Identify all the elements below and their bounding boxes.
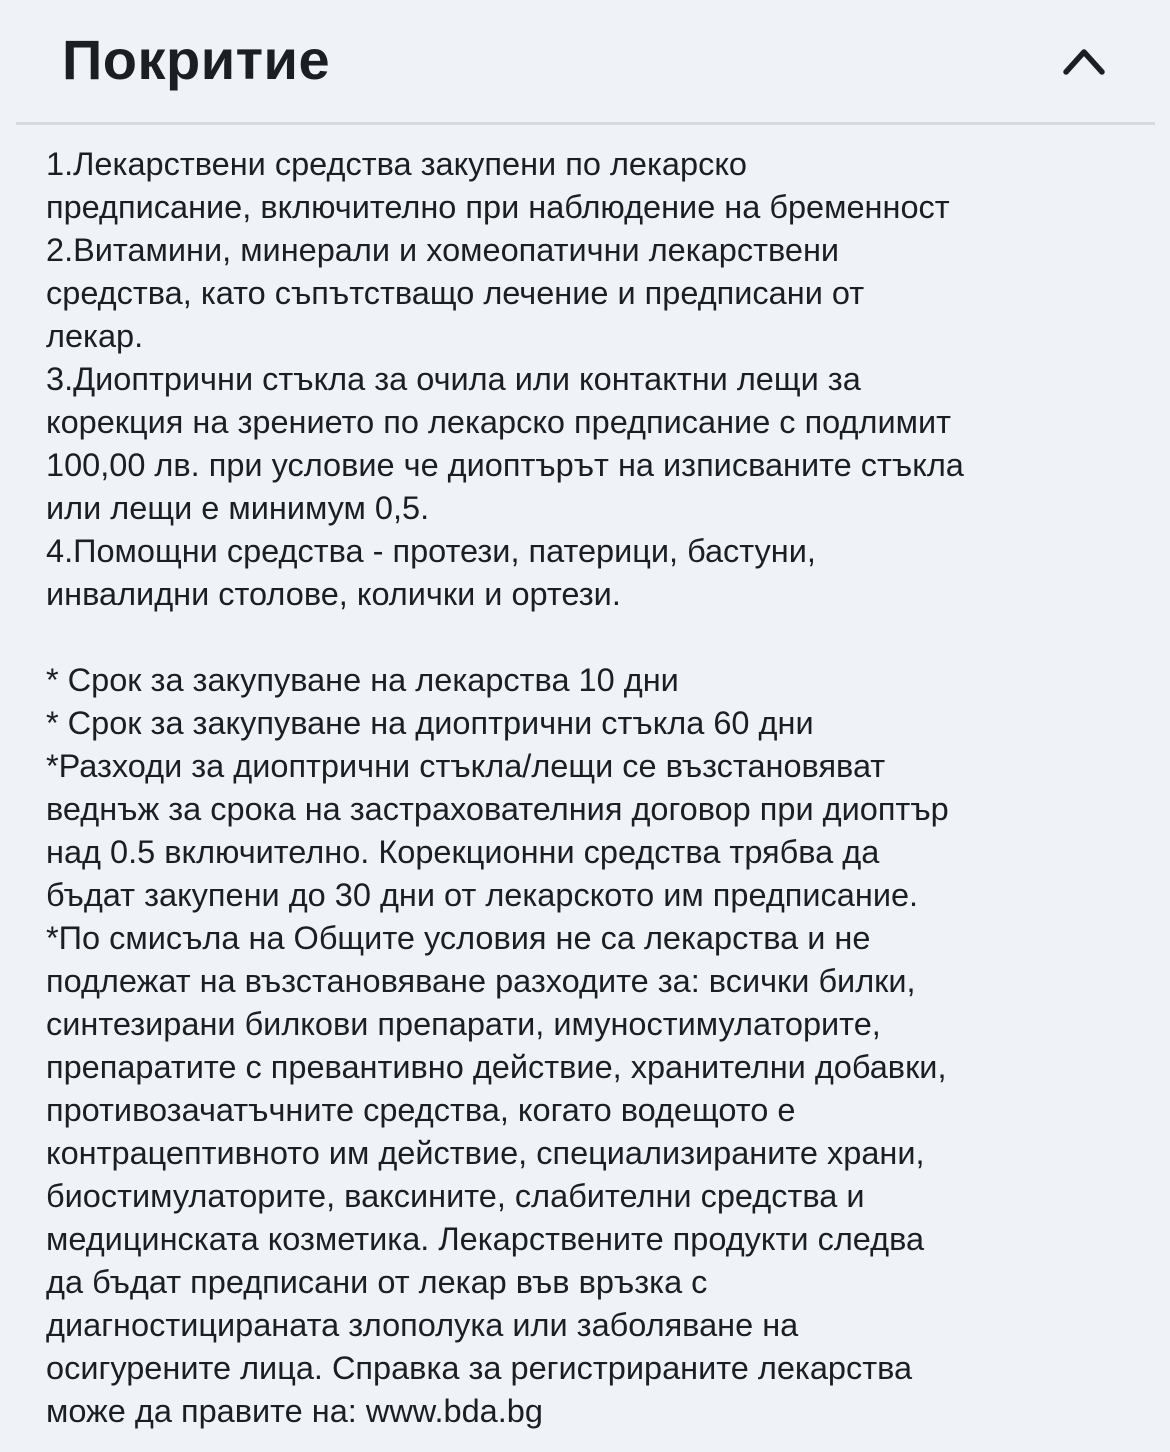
text-line: препаратите с превантивно действие, хранителни добавки, — [46, 1049, 947, 1085]
section-divider — [16, 122, 1155, 125]
note — [46, 745, 1146, 917]
text-line: медицинската козметика. Лекарствените продукти следва — [46, 1221, 925, 1257]
note — [46, 659, 1146, 702]
coverage-list — [46, 143, 1146, 616]
text-line: или лещи е минимум 0,5. — [46, 490, 430, 526]
text-line: * Срок за закупуване на диоптрични стъкла 60 дни — [46, 705, 814, 741]
text-line: *По смисъла на Общите условия не са лекарства и не — [46, 920, 871, 956]
text-line: инвалидни столове, колички и ортези. — [46, 576, 621, 612]
coverage-item — [46, 358, 1146, 530]
text-line: над 0.5 включително. Корекционни средства трябва да — [46, 834, 880, 870]
note — [46, 702, 1146, 745]
note — [46, 917, 1146, 1433]
text-line: 3.Диоптрични стъкла за очила или контактни лещи за — [46, 361, 861, 397]
coverage-item — [46, 143, 1146, 229]
text-line: 4.Помощни средства - протези, патерици, бастуни, — [46, 533, 816, 569]
text-line: * Срок за закупуване на лекарства 10 дни — [46, 662, 679, 698]
text-line: контрацептивното им действие, специализираните храни, — [46, 1135, 925, 1171]
text-line: 1.Лекарствени средства закупени по лекарско — [46, 146, 747, 182]
coverage-section-header[interactable] — [0, 0, 1170, 124]
coverage-item — [46, 530, 1146, 616]
coverage-content — [46, 143, 1146, 1433]
text-line: лекар. — [46, 318, 144, 354]
text-line: биостимулаторите, ваксините, слабителни средства и — [46, 1178, 865, 1214]
coverage-item — [46, 229, 1146, 358]
text-line: веднъж за срока на застрахователния договор при диоптър — [46, 791, 949, 827]
coverage-notes — [46, 659, 1146, 1433]
text-line: *Разходи за диоптрични стъкла/лещи се възстановяват — [46, 748, 886, 784]
text-line: корекция на зрението по лекарско предписание с подлимит — [46, 404, 952, 440]
text-line: предписание, включително при наблюдение на бременност — [46, 189, 950, 225]
text-line: да бъдат предписани от лекар във връзка с — [46, 1264, 708, 1300]
text-line: 100,00 лв. при условие че диоптърът на изписваните стъкла — [46, 447, 964, 483]
text-line: противозачатъчните средства, когато водещото е — [46, 1092, 796, 1128]
section-title: Покритие — [62, 28, 331, 91]
text-line: бъдат закупени до 30 дни от лекарското им предписание. — [46, 877, 919, 913]
text-line: осигурените лица. Справка за регистрираните лекарства — [46, 1350, 913, 1386]
text-line: средства, като съпътстващо лечение и предписани от — [46, 275, 865, 311]
chevron-up-icon[interactable] — [1060, 40, 1108, 80]
text-line: диагностицираната злополука или заболяване на — [46, 1307, 799, 1343]
text-line: 2.Витамини, минерали и хомеопатични лекарствени — [46, 232, 840, 268]
text-line: синтезирани билкови препарати, имуностимулаторите, — [46, 1006, 881, 1042]
text-line: подлежат на възстановяване разходите за: всички билки, — [46, 963, 916, 999]
spacer — [46, 616, 1146, 659]
text-line: може да правите на: www.bda.bg — [46, 1393, 543, 1429]
